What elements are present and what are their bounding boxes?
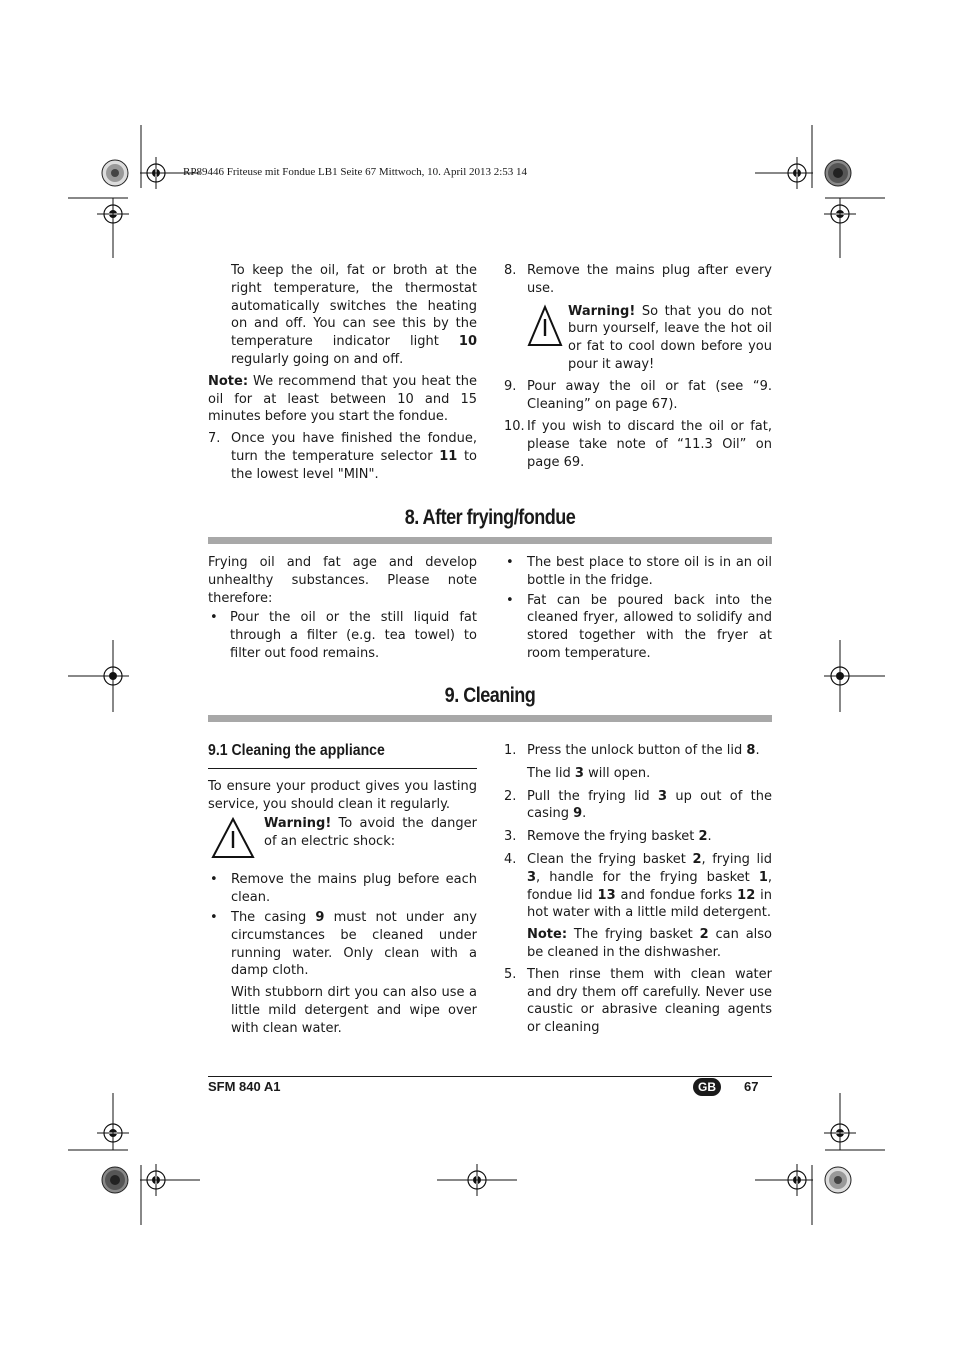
shock-warning bbox=[208, 815, 477, 861]
step-2: 2. Pull the frying lid 3 up out of the casing 9. bbox=[504, 788, 772, 822]
step-4: 4. Clean the frying basket 2, frying lid 3, handle for the frying basket 1, fondue lid 13 and fondue forks 12 in hot water with a little mild detergent. bbox=[504, 851, 773, 921]
top-right-column bbox=[504, 262, 772, 472]
hot-oil-warning bbox=[504, 303, 772, 374]
shock-warning-text: Warning! To avoid the danger of an electric shock: bbox=[264, 816, 477, 850]
dishwasher-note: Note: The frying basket 2 can also be cleaned in the dishwasher. bbox=[527, 927, 772, 960]
step-9: 9. Pour away the oil or fat (see “9. Cleaning” on page 67). bbox=[504, 378, 772, 412]
section-9-left bbox=[208, 742, 477, 1038]
section-8-right bbox=[504, 554, 772, 663]
fat-bullet: • Fat can be poured back into the cleaned fryer, allowed to solidify and stored together with the fryer at room temperature. bbox=[506, 592, 772, 661]
filter-bullet: • Pour the oil or the still liquid fat through a filter (e.g. tea towel) to filter out food remains. bbox=[210, 610, 477, 661]
section-8-intro: Frying oil and fat age and develop unhealthy substances. Please note therefore: bbox=[208, 555, 477, 606]
step-7: 7. Once you have finished the fondue, turn the temperature selector 11 to the lowest level "MIN". bbox=[208, 431, 477, 482]
storage-bullet: • The best place to store oil is in an oil bottle in the fridge. bbox=[506, 555, 772, 588]
section-9-rule bbox=[208, 715, 772, 722]
footer-rule bbox=[208, 1076, 772, 1077]
section-8-rule bbox=[208, 537, 772, 544]
section-8-left bbox=[208, 554, 477, 663]
step-5: 5. Then rinse them with clean water and dry them off carefully. Never use caustic or abrasive cleaning agents or cleaning bbox=[504, 966, 772, 1036]
heat-note: Note: We recommend that you heat the oil for at least between 10 and 15 minutes before you start the fondue. bbox=[208, 373, 477, 425]
warning-triangle-icon bbox=[527, 303, 563, 349]
section-9-right bbox=[504, 742, 772, 1037]
subsection-rule bbox=[208, 768, 477, 769]
page-number: 67 bbox=[744, 1079, 759, 1094]
section-9-title: 9. Cleaning bbox=[444, 684, 536, 707]
hot-oil-warning-text: Warning! So that you do not burn yourself, leave the hot oil or fat to cool down before you pour it away! bbox=[568, 303, 772, 372]
print-slug: RP89446 Friteuse mit Fondue LB1 Seite 67 Mittwoch, 10. April 2013 2:53 14 bbox=[183, 166, 528, 178]
top-left-column bbox=[208, 262, 477, 484]
model-number: SFM 840 A1 bbox=[208, 1079, 281, 1094]
step-8: 8. Remove the mains plug after every use. bbox=[504, 263, 772, 296]
casing-bullet: • The casing 9 must not under any circumstances be cleaned under running water. Only clean with a damp cloth. bbox=[210, 909, 477, 979]
subsection-9-1-title: 9.1 Cleaning the appliance bbox=[208, 742, 385, 759]
step-3: 3. Remove the frying basket 2. bbox=[504, 829, 712, 845]
step-1: 1. Press the unlock button of the lid 8. bbox=[504, 743, 760, 758]
cleaning-intro: To ensure your product gives you lasting service, you should clean it regularly. bbox=[208, 778, 477, 812]
language-badge: GB bbox=[693, 1078, 721, 1096]
warning-triangle-icon bbox=[208, 815, 258, 861]
thermostat-paragraph: To keep the oil, fat or broth at the right temperature, the thermostat automatically switches the heating on and off. You can see this by the temperature indicator light 10 regularly going on and off. bbox=[231, 263, 477, 367]
step-1-result: The lid 3 will open. bbox=[527, 765, 651, 781]
section-8-title: 8. After frying/fondue bbox=[404, 506, 576, 529]
unplug-bullet: • Remove the mains plug before each clean. bbox=[210, 872, 477, 906]
step-10: 10. If you wish to discard the oil or fat, please take note of “11.3 Oil” on page 69. bbox=[504, 419, 772, 470]
stubborn-dirt-text: With stubborn dirt you can also use a little mild detergent and wipe over with clean water. bbox=[231, 985, 477, 1036]
